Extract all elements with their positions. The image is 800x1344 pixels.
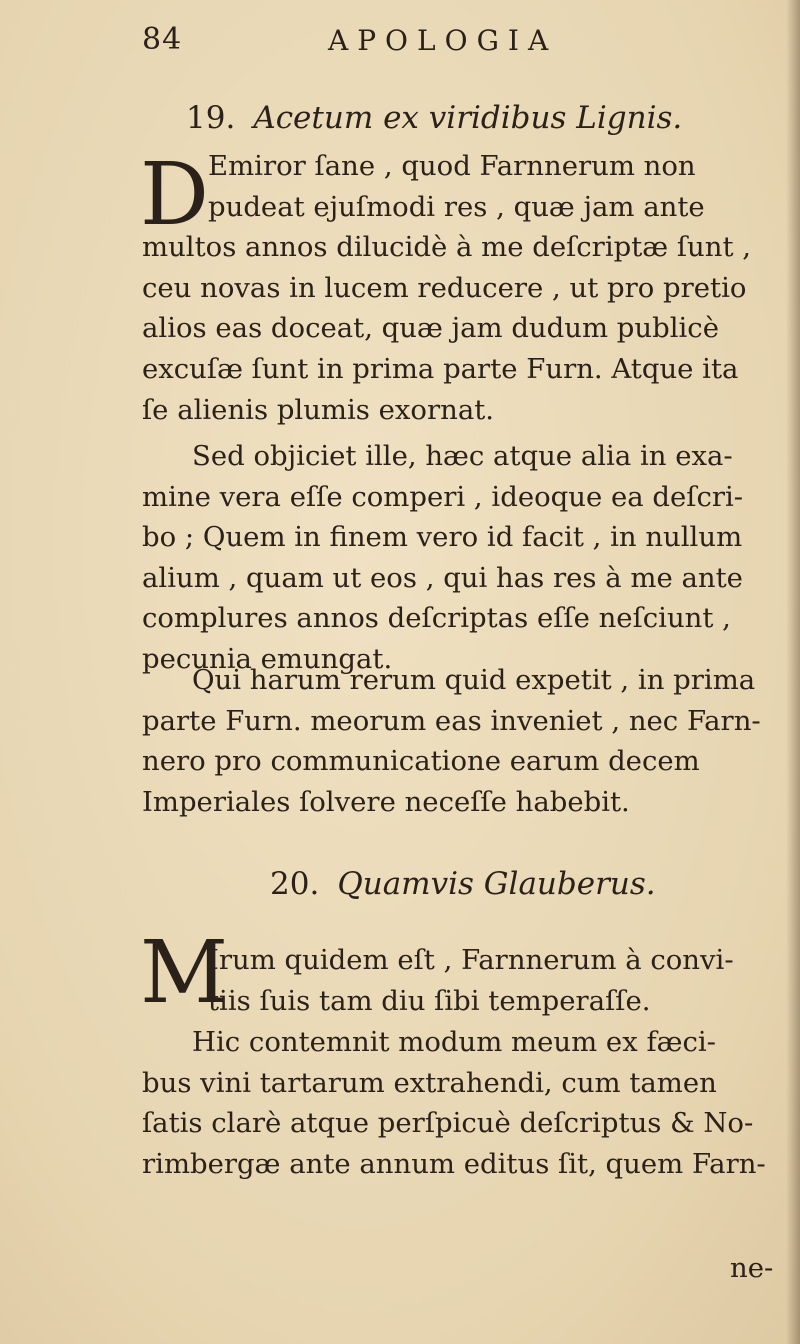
section-heading-20	[270, 866, 656, 902]
section-heading-19	[186, 100, 682, 136]
text-line: Imperiales ſolvere neceſſe habebit.	[142, 785, 630, 818]
text-line: bo ; Quem in finem vero id facit , in nullum	[142, 521, 743, 554]
text-line: mine vera eſſe comperi , ideoque ea deſcri-	[142, 480, 744, 513]
text-line: Qui harum rerum quid expetit , in prima	[192, 664, 756, 696]
running-title: APOLOGIA	[328, 24, 558, 57]
text-line: Sed objiciet ille, hæc atque alia in exa-	[192, 440, 733, 472]
paragraph	[142, 146, 790, 430]
paragraph	[142, 940, 790, 1021]
text-line: tiis ſuis tam diu ſibi temperaſſe.	[208, 984, 651, 1017]
catchword: ne-	[730, 1252, 774, 1284]
text-line: Emiror ſane , quod Farnnerum non	[208, 150, 696, 182]
section-number: 20.	[270, 866, 320, 902]
text-line: parte Furn. meorum eas inveniet , nec Farn-	[142, 704, 761, 737]
text-line: pudeat ejuſmodi res , quæ jam ante	[208, 190, 705, 223]
text-line: excuſæ ſunt in prima parte Furn. Atque ita	[142, 352, 739, 385]
drop-cap: D	[140, 145, 209, 245]
text-line: alios eas doceat, quæ jam dudum publicè	[142, 312, 719, 345]
text-line: multos annos dilucidè à me deſcriptæ ſunt ,	[142, 231, 752, 264]
text-line: ſatis clarè atque perſpicuè deſcriptus & No-	[142, 1107, 754, 1140]
text-line: nero pro communicatione earum decem	[142, 745, 700, 778]
text-line: ſe alienis plumis exornat.	[142, 393, 495, 426]
section-title: Acetum ex viridibus Lignis.	[253, 100, 683, 136]
paragraph	[142, 660, 790, 822]
text-line: complures annos deſcriptas eſſe neſciunt ,	[142, 602, 731, 635]
section-number: 19.	[186, 100, 236, 136]
paragraph	[142, 1022, 790, 1184]
text-line: Hic contemnit modum meum ex fæci-	[192, 1026, 716, 1058]
running-head	[142, 22, 800, 62]
paragraph	[142, 436, 790, 680]
text-line: pecunia emungat.	[142, 642, 393, 675]
drop-cap: M	[140, 923, 229, 1023]
text-line: bus vini tartarum extrahendi, cum tamen	[142, 1066, 717, 1099]
text-line: Irum quidem eſt , Farnnerum à convi-	[208, 944, 734, 976]
text-line: alium , quam ut eos , qui has res à me ante	[142, 561, 743, 594]
text-line: ceu novas in lucem reducere , ut pro pretio	[142, 271, 747, 304]
text-line: rimbergæ ante annum editus ſit, quem Farn-	[142, 1147, 766, 1180]
section-title: Quamvis Glauberus.	[337, 866, 656, 902]
page-number: 84	[142, 22, 183, 57]
